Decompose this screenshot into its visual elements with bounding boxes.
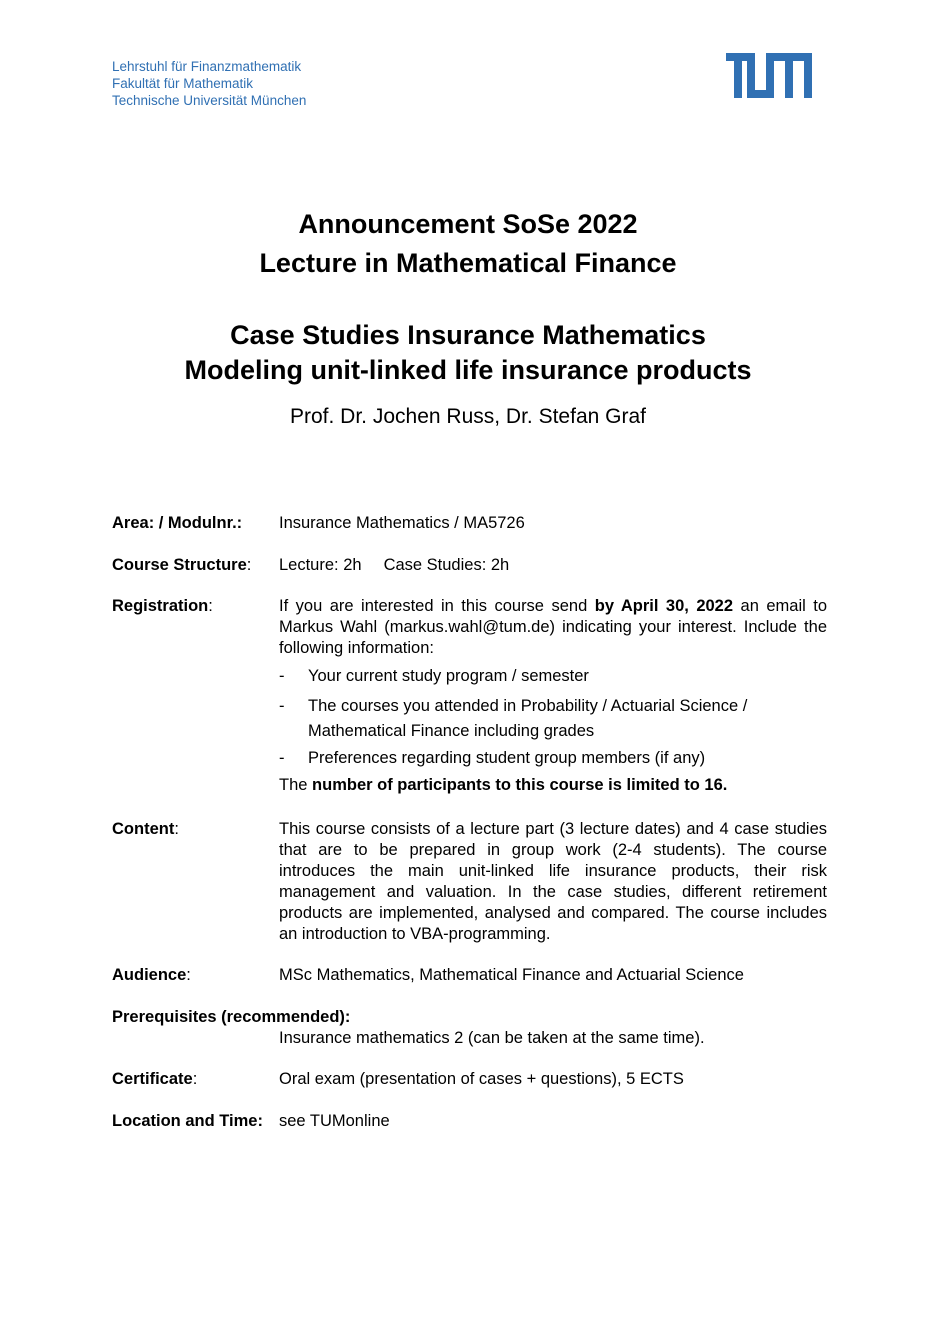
- prerequisites-label: Prerequisites (recommended):: [112, 1008, 351, 1026]
- area-value: Insurance Mathematics / MA5726: [279, 514, 525, 532]
- content-text: This course consists of a lecture part (3 lecture dates) and 4 case studies that are to be prepared in group work (2-4 students). The course introduces the main unit-linked life insurance products, their risk management and valuation. In the case studies, different retirement products are implemented, analysed and compared. The course includes an introduction to VBA-programming.: [279, 820, 827, 943]
- structure-label: Course Structure:: [112, 556, 252, 574]
- registration-bullet: - Your current study program / semester: [279, 667, 589, 685]
- title-line-2: Lecture in Mathematical Finance: [259, 248, 677, 278]
- location-value: see TUMonline: [279, 1112, 390, 1130]
- structure-value: [279, 555, 827, 576]
- registration-label: Registration:: [112, 597, 213, 615]
- certificate-value: Oral exam (presentation of cases + questions), 5 ECTS: [279, 1070, 684, 1088]
- affiliation: [112, 58, 306, 109]
- title-line-4: Modeling unit-linked life insurance products: [184, 355, 752, 385]
- audience-label: Audience:: [112, 966, 191, 984]
- registration-text: If you are interested in this course send by April 30, 2022 an email to Markus Wahl (markus.wahl@tum.de) indicating your interest. Include the following information:: [279, 597, 828, 657]
- registration-bullet: - Preferences regarding student group members (if any): [279, 749, 706, 767]
- prerequisites-value: Insurance mathematics 2 (can be taken at the same time).: [279, 1029, 705, 1047]
- structure-case: Case Studies: 2h: [383, 556, 510, 574]
- course-title: [0, 318, 936, 388]
- title-line-3: Case Studies Insurance Mathematics: [230, 320, 706, 350]
- affiliation-university: Technische Universität München: [112, 93, 307, 108]
- registration-bullet: - The courses you attended in Probability / Actuarial Science / Mathematical Finance including grades: [279, 697, 748, 740]
- certificate-label: Certificate:: [112, 1070, 198, 1088]
- audience-value: MSc Mathematics, Mathematical Finance and Actuarial Science: [279, 966, 744, 984]
- authors: Prof. Dr. Jochen Russ, Dr. Stefan Graf: [290, 405, 646, 428]
- location-label: Location and Time:: [112, 1112, 263, 1130]
- area-label: Area: / Modulnr.:: [112, 514, 243, 532]
- participant-limit: The number of participants to this course is limited to 16.: [279, 776, 728, 794]
- content-label: Content:: [112, 820, 179, 838]
- announcement-title: [0, 205, 936, 283]
- registration-value: [279, 596, 827, 796]
- affiliation-faculty: Fakultät für Mathematik: [112, 76, 254, 91]
- affiliation-chair: Lehrstuhl für Finanzmathematik: [112, 59, 302, 74]
- title-line-1: Announcement SoSe 2022: [298, 209, 638, 239]
- tum-logo: [726, 53, 812, 98]
- structure-lecture: Lecture: 2h: [279, 556, 362, 574]
